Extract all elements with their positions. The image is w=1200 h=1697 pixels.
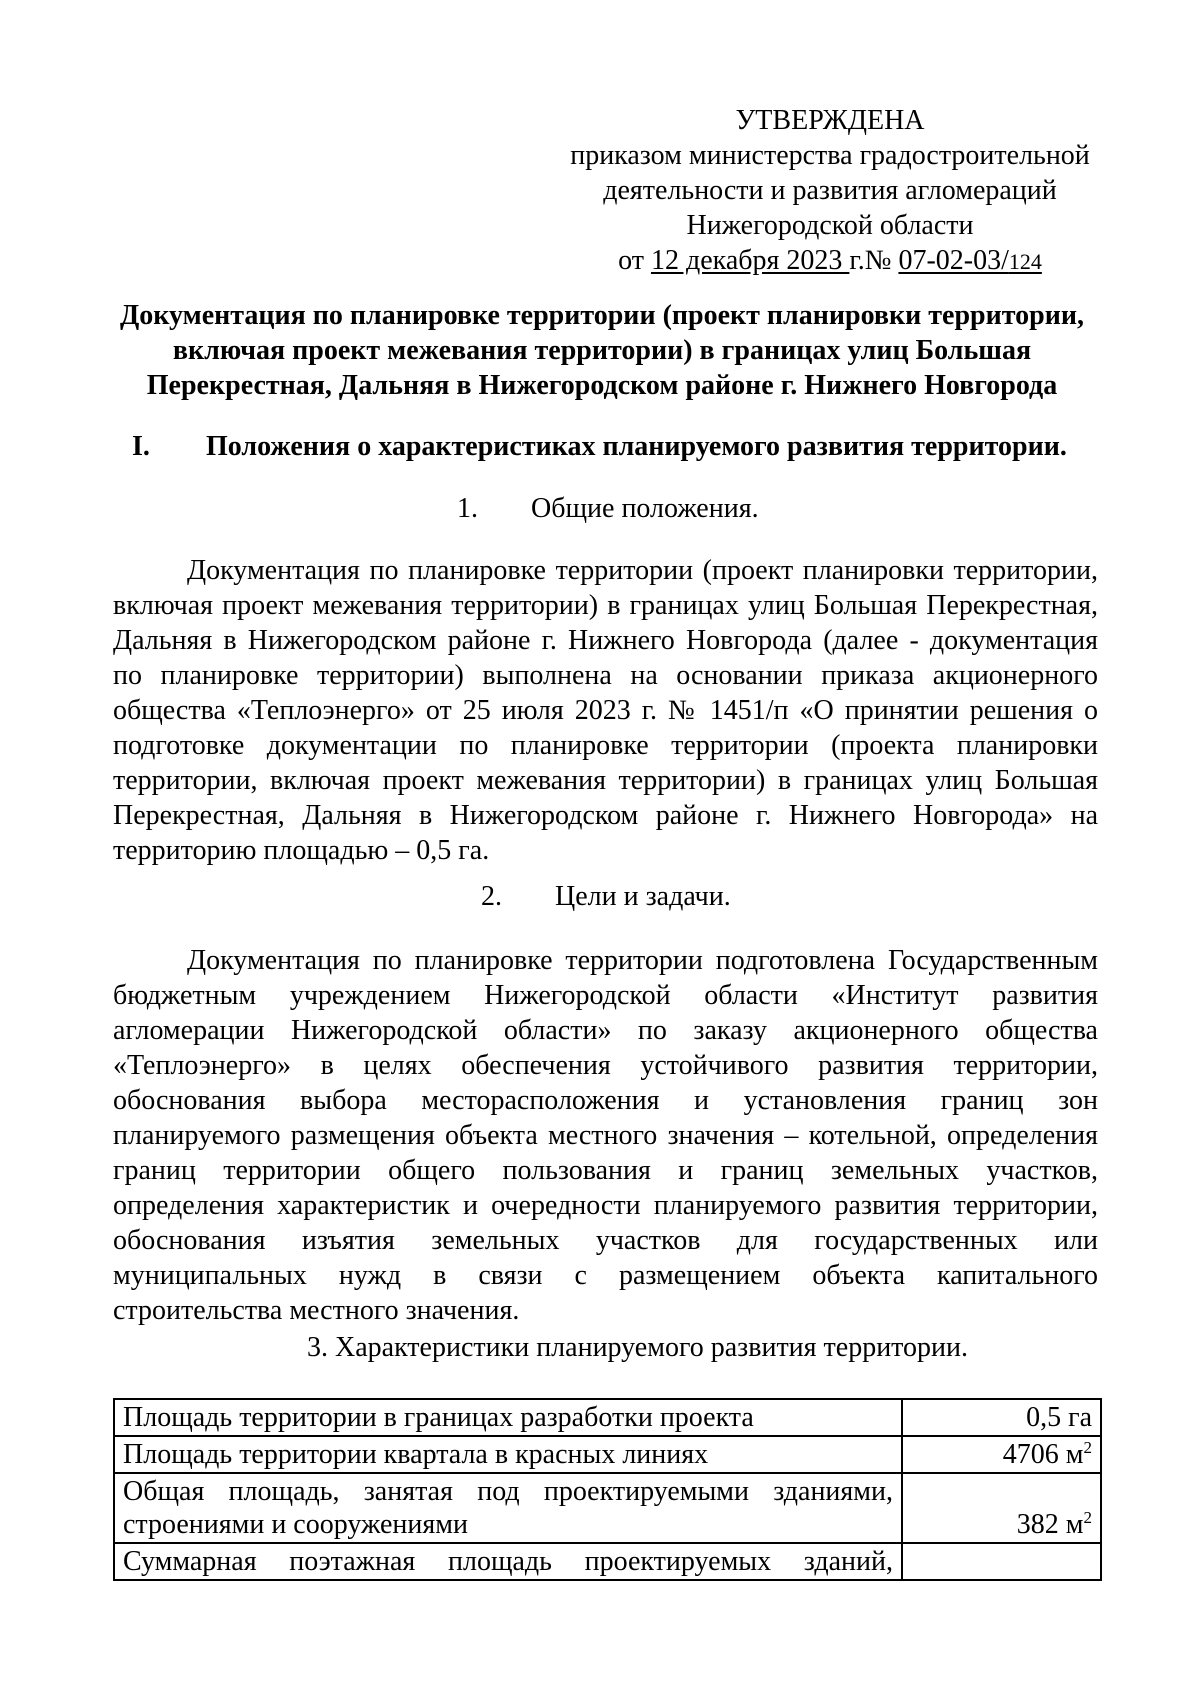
table-cell-name: Суммарная поэтажная площадь проектируемых зданий, — [114, 1543, 902, 1580]
paragraph-line: Документация по планировке территории (проект планировки территории, — [187, 555, 1098, 586]
paragraph-line: обоснования изъятия земельных участков для государственных или — [113, 1225, 1098, 1256]
subsection-2-heading — [481, 879, 731, 914]
paragraph-line: муниципальных нужд в связи с размещением объекта капитального — [113, 1260, 1098, 1291]
paragraph-line: «Теплоэнерго» в целях обеспечения устойчивого развития территории, — [113, 1050, 1098, 1081]
table-cell-name: Площадь территории квартала в красных линиях — [114, 1436, 902, 1473]
subsection-1-number: 1. — [457, 493, 478, 524]
approval-number-main: 07-02-03/ — [898, 245, 1009, 276]
subsection-2-number: 2. — [481, 881, 502, 912]
section-heading — [132, 429, 1112, 464]
paragraph-line: Перекрестная, Дальняя в Нижегородском районе г. Нижнего Новгорода» на — [113, 800, 1098, 831]
paragraph-line: определения характеристик и очередности планируемого развития территории, — [113, 1190, 1098, 1221]
table-row — [114, 1399, 1101, 1436]
table-cell-name: Площадь территории в границах разработки проекта — [114, 1399, 902, 1436]
year-suffix: г. — [849, 245, 865, 276]
unit-superscript: 2 — [1083, 1508, 1092, 1527]
table-cell-value — [902, 1473, 1101, 1543]
section-number: I. — [132, 431, 150, 462]
approval-date-line — [560, 243, 1100, 279]
table-cell-name-line-2: строениями и сооружениями — [123, 1509, 468, 1540]
value-text: 382 м — [1016, 1509, 1084, 1540]
approval-line-1: приказом министерства градостроительной — [570, 140, 1090, 171]
approval-line-3: Нижегородской области — [686, 210, 974, 241]
paragraph-line: территорию площадью – 0,5 га. — [113, 835, 490, 866]
paragraph-line: границ территории общего пользования и границ земельных участков, — [113, 1155, 1098, 1186]
value-text: 4706 м — [1002, 1439, 1084, 1470]
date-prefix: от — [618, 245, 651, 276]
subsection-3-title: 3. Характеристики планируемого развития территории. — [307, 1332, 969, 1363]
paragraph-line: Документация по планировке территории подготовлена Государственным — [187, 945, 1098, 976]
paragraph-goals — [113, 943, 1098, 1328]
paragraph-line: агломерации Нижегородской области» по заказу акционерного общества — [113, 1015, 1098, 1046]
characteristics-table — [113, 1398, 1102, 1581]
subsection-3-heading — [307, 1330, 968, 1365]
table-row — [114, 1543, 1101, 1580]
document-title-line-2: включая проект межевания территории) в границах улиц Большая — [172, 335, 1032, 366]
table-row — [114, 1473, 1101, 1543]
table-cell-value — [902, 1436, 1101, 1473]
approval-stamp — [560, 103, 1100, 279]
paragraph-line: по планировке территории) выполнена на основании приказа акционерного — [113, 660, 1098, 691]
paragraph-line: планируемого размещения объекта местного значения – котельной, определения — [113, 1120, 1098, 1151]
unit-superscript: 2 — [1083, 1438, 1092, 1457]
table-cell-name — [114, 1473, 902, 1543]
approval-title: УТВЕРЖДЕНА — [735, 105, 925, 136]
table-cell-value — [902, 1543, 1101, 1580]
number-prefix: № — [864, 245, 899, 276]
subsection-2-title: Цели и задачи. — [555, 881, 731, 912]
subsection-1-title: Общие положения. — [531, 493, 759, 524]
table-cell-name-line-1: Общая площадь, занятая под проектируемыми зданиями, — [123, 1476, 893, 1507]
approval-date: 12 декабря 2023 — [650, 245, 850, 276]
value-text: 0,5 га — [1026, 1402, 1092, 1433]
document-title-line-3: Перекрестная, Дальняя в Нижегородском районе г. Нижнего Новгорода — [146, 370, 1058, 401]
document-title — [110, 298, 1094, 403]
paragraph-line: территории, включая проект межевания территории) в границах улиц Большая — [113, 765, 1098, 796]
paragraph-line: бюджетным учреждением Нижегородской области «Институт развития — [113, 980, 1098, 1011]
paragraph-line: строительства местного значения. — [113, 1295, 520, 1326]
paragraph-line: обоснования выбора месторасположения и установления границ зон — [113, 1085, 1098, 1116]
paragraph-line: общества «Теплоэнерго» от 25 июля 2023 г. № 1451/п «О принятии решения о — [113, 695, 1098, 726]
paragraph-general — [113, 553, 1098, 868]
approval-number — [898, 245, 1041, 276]
approval-number-tail: 124 — [1008, 249, 1042, 274]
paragraph-line: Дальняя в Нижегородском районе г. Нижнего Новгорода (далее - документация — [113, 625, 1098, 656]
paragraph-line: включая проект межевания территории) в границах улиц Большая Перекрестная, — [113, 590, 1098, 621]
document-title-line-1: Документация по планировке территории (проект планировки территории, — [120, 300, 1084, 331]
section-title: Положения о характеристиках планируемого развития территории. — [206, 431, 1067, 462]
approval-line-2: деятельности и развития агломераций — [603, 175, 1057, 206]
subsection-1-heading — [457, 491, 759, 526]
paragraph-line: подготовке документации по планировке территории (проекта планировки — [113, 730, 1098, 761]
table-row — [114, 1436, 1101, 1473]
table-cell-value — [902, 1399, 1101, 1436]
